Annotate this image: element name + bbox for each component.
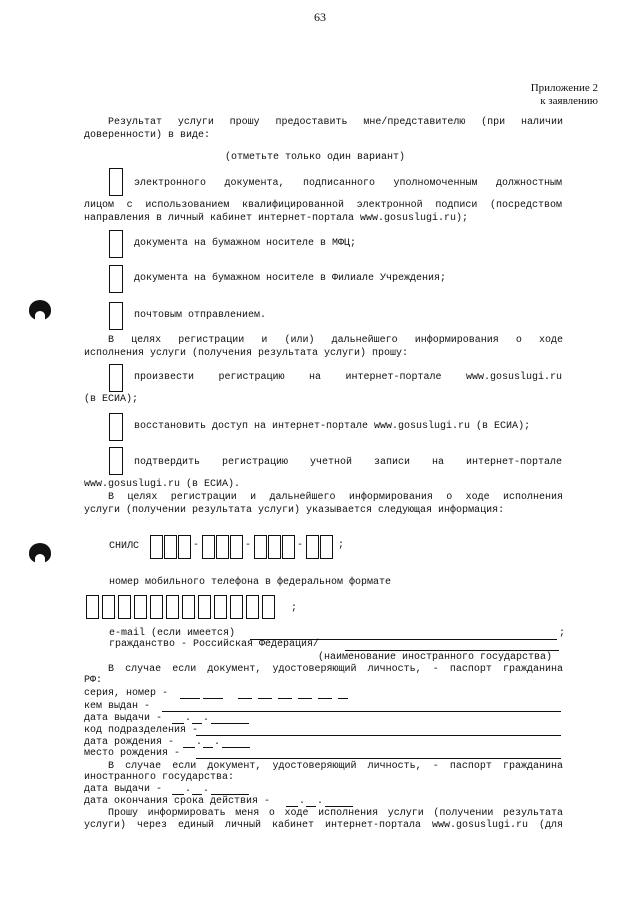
expiry-month[interactable] [306, 806, 316, 807]
info-block-line-1: В целях регистрации и дальнейшего информирования о ходе исполнения [108, 492, 563, 503]
foreign-issue-month[interactable] [192, 794, 202, 795]
phone-digit-cell[interactable] [102, 595, 115, 619]
register-checkbox[interactable] [109, 364, 123, 392]
snils-digit-cell[interactable] [254, 535, 267, 559]
appendix-subtitle: к заявлению [540, 95, 598, 107]
snils-digit-cell[interactable] [178, 535, 191, 559]
final-line-1: Прошу информировать меня о ходе исполнения услуги (получении результата [108, 808, 563, 819]
date-dot: . [317, 796, 324, 807]
issue-date-month[interactable] [192, 723, 202, 724]
appendix-caption [531, 82, 598, 108]
intro-line-2: доверенности) в виде: [84, 130, 211, 141]
registration-purpose-line-1: В целях регистрации и (или) дальнейшего информирования о ходе [108, 335, 563, 346]
citizenship-caption: (наименование иностранного государства) [318, 652, 553, 663]
option-mfc: документа на бумажном носителе в МФЦ; [134, 238, 357, 249]
phone-digit-cell[interactable] [166, 595, 179, 619]
series-number-label: серия, номер - [84, 688, 169, 699]
phone-digit-cell[interactable] [182, 595, 195, 619]
restore-access-text: восстановить доступ на интернет-портале www.gosuslugi.ru (в ЕСИА); [134, 421, 531, 432]
phone-end: ; [291, 603, 298, 614]
snils-dash: - [245, 540, 252, 551]
foreign-issue-day[interactable] [172, 794, 184, 795]
mfc-paper-checkbox[interactable] [109, 230, 123, 258]
issue-date-label: дата выдачи - [84, 713, 163, 724]
snils-label: СНИЛС [109, 541, 140, 552]
register-line-2: (в ЕСИА); [84, 394, 139, 405]
snils-end: ; [338, 540, 345, 551]
confirm-line-1: подтвердить регистрацию учетной записи на интернет-портале [134, 457, 562, 468]
number-blank[interactable] [258, 698, 272, 699]
issue-date-year[interactable] [211, 723, 249, 724]
expiry-year[interactable] [325, 806, 353, 807]
snils-digit-cell[interactable] [164, 535, 177, 559]
phone-digit-cell[interactable] [150, 595, 163, 619]
snils-dash: - [297, 540, 304, 551]
birth-date-label: дата рождения - [84, 737, 175, 748]
phone-digit-cell[interactable] [86, 595, 99, 619]
date-dot: . [185, 713, 192, 724]
registration-purpose-line-2: исполнения услуги (получения результата услуги) прошу: [84, 348, 409, 359]
rf-passport-line-1: В случае если документ, удостоверяющий личность, - паспорт гражданина [108, 664, 563, 675]
birth-place-input-line[interactable] [196, 758, 561, 759]
snils-dash: - [193, 540, 200, 551]
page-number: 63 [314, 10, 326, 24]
issue-date-day[interactable] [172, 723, 184, 724]
number-blank[interactable] [318, 698, 332, 699]
rf-passport-line-2: РФ: [84, 675, 103, 686]
snils-digit-cell[interactable] [230, 535, 243, 559]
birth-date-day[interactable] [183, 747, 195, 748]
phone-digit-cell[interactable] [262, 595, 275, 619]
series-blank[interactable] [180, 698, 200, 699]
foreign-passport-line-1: В случае если документ, удостоверяющий личность, - паспорт гражданина [108, 761, 563, 772]
phone-digit-cell[interactable] [230, 595, 243, 619]
number-blank[interactable] [278, 698, 292, 699]
snils-digit-cell[interactable] [320, 535, 333, 559]
choose-one-note: (отметьте только один вариант) [225, 152, 406, 163]
option-electronic-line-2: лицом с использованием квалифицированной электронной подписи (посредством [84, 200, 562, 211]
electronic-document-checkbox[interactable] [109, 168, 123, 196]
number-blank[interactable] [238, 698, 252, 699]
birth-date-year[interactable] [222, 747, 250, 748]
series-blank[interactable] [203, 698, 223, 699]
phone-digit-cell[interactable] [246, 595, 259, 619]
snils-digit-cell[interactable] [202, 535, 215, 559]
dept-code-label: код подразделения - [84, 725, 199, 736]
phone-digit-cell[interactable] [198, 595, 211, 619]
number-blank[interactable] [338, 698, 348, 699]
dept-code-input-line[interactable] [196, 735, 561, 736]
phone-label: номер мобильного телефона в федеральном формате [109, 577, 392, 588]
info-block-line-2: услуги (получении результата услуги) указывается следующая информация: [84, 505, 505, 516]
appendix-title: Приложение 2 [530, 82, 598, 94]
citizenship-input-line[interactable] [345, 650, 559, 651]
date-dot: . [203, 784, 210, 795]
email-end: ; [559, 628, 566, 639]
confirm-line-2: www.gosuslugi.ru (в ЕСИА). [84, 479, 241, 490]
number-blank[interactable] [298, 698, 312, 699]
expiry-date-label: дата окончания срока действия - [84, 796, 271, 807]
snils-cells[interactable] [150, 535, 390, 559]
register-line-1: произвести регистрацию на интернет-портале www.gosuslugi.ru [134, 372, 562, 383]
citizenship-label: гражданство - Российская Федерация/ [109, 639, 320, 650]
option-electronic-line-1: электронного документа, подписанного уполномоченным должностным [134, 178, 562, 189]
date-dot: . [203, 713, 210, 724]
post-checkbox[interactable] [109, 302, 123, 330]
birth-date-month[interactable] [203, 747, 213, 748]
foreign-issue-date-label: дата выдачи - [84, 784, 163, 795]
phone-digit-cell[interactable] [134, 595, 147, 619]
date-dot: . [185, 784, 192, 795]
option-post: почтовым отправлением. [134, 310, 267, 321]
snils-digit-cell[interactable] [216, 535, 229, 559]
birth-place-label: место рождения - [84, 748, 181, 759]
date-dot: . [214, 737, 221, 748]
email-label: e-mail (если имеется) [109, 628, 236, 639]
punch-hole-mark [29, 543, 51, 563]
snils-digit-cell[interactable] [150, 535, 163, 559]
snils-digit-cell[interactable] [282, 535, 295, 559]
snils-digit-cell[interactable] [268, 535, 281, 559]
phone-digit-cell[interactable] [118, 595, 131, 619]
final-line-2: услуги) через единый личный кабинет интернет-портала www.gosuslugi.ru (для [84, 820, 563, 831]
branch-paper-checkbox[interactable] [109, 265, 123, 293]
phone-digit-cell[interactable] [214, 595, 227, 619]
restore-access-checkbox[interactable] [109, 413, 123, 441]
intro-line-1: Результат услуги прошу предоставить мне/представителю (при наличии [108, 117, 563, 128]
issued-by-label: кем выдан - [84, 701, 151, 712]
option-electronic-line-3: направления в личный кабинет интернет-портала www.gosuslugi.ru); [84, 213, 469, 224]
foreign-issue-year[interactable] [211, 794, 249, 795]
option-branch: документа на бумажном носителе в Филиале Учреждения; [134, 273, 447, 284]
punch-hole-mark [29, 300, 51, 320]
foreign-passport-line-2: иностранного государства: [84, 772, 235, 783]
date-dot: . [196, 737, 203, 748]
date-dot: . [299, 796, 306, 807]
snils-digit-cell[interactable] [306, 535, 319, 559]
phone-cells[interactable] [86, 595, 306, 619]
confirm-registration-checkbox[interactable] [109, 447, 123, 475]
issued-by-input-line[interactable] [162, 711, 561, 712]
expiry-day[interactable] [286, 806, 298, 807]
